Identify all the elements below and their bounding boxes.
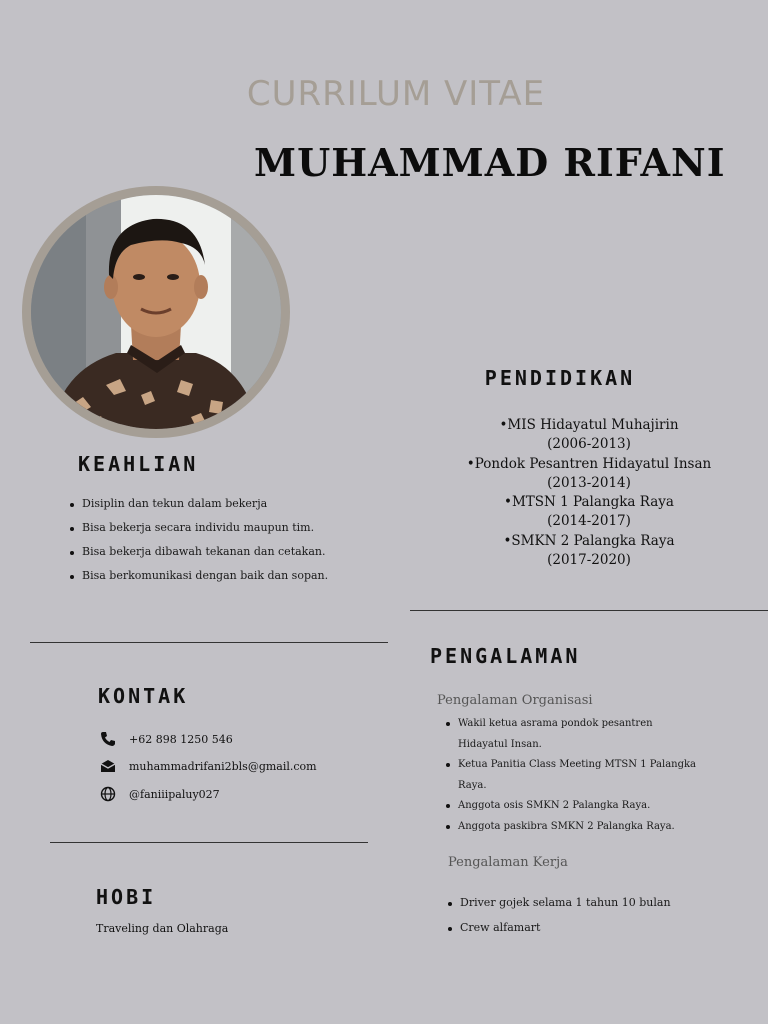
phone-icon [100,731,120,747]
hobby-heading: HOBI [96,885,157,909]
list-item: •MTSN 1 Palangka Raya [504,494,674,511]
list-item: (2006-2013) [547,436,631,453]
org-experience-list [444,714,696,837]
social-handle: @faniiipaluy027 [129,787,220,801]
list-item: Bisa berkomunikasi dengan baik dan sopan. [68,569,328,593]
list-item: (2014-2017) [547,513,631,530]
document-title: CURRILUM VITAE [246,74,546,114]
skills-list [68,497,328,593]
list-item: Crew alfamart [446,921,671,946]
list-item: Bisa bekerja secara individu maupun tim. [68,521,328,545]
list-item: Disiplin dan tekun dalam bekerja [68,497,328,521]
mail-icon [100,759,120,773]
skills-heading: KEAHLIAN [78,452,199,476]
list-item: Ketua Panitia Class Meeting MTSN 1 Palangka Raya. [444,755,696,796]
list-item: •Pondok Pesantren Hidayatul Insan [466,455,712,472]
contact-social [100,784,220,804]
profile-photo [31,195,281,429]
person-name: MUHAMMAD RIFANI [254,140,726,185]
list-item: Bisa bekerja dibawah tekanan dan cetakan. [68,545,328,569]
list-item: Anggota osis SMKN 2 Palangka Raya. [444,796,696,817]
education-heading: PENDIDIKAN [484,366,636,390]
list-item: Wakil ketua asrama pondok pesantren Hidayatul Insan. [444,714,696,755]
list-item: (2013-2014) [547,474,631,491]
globe-icon [100,786,120,802]
hobby-text: Traveling dan Olahraga [96,922,229,935]
list-item: Anggota paskibra SMKN 2 Palangka Raya. [444,817,696,838]
phone-number: +62 898 1250 546 [129,732,233,746]
contact-heading: KONTAK [98,684,189,708]
list-item: •SMKN 2 Palangka Raya [503,532,675,549]
email-address: muhammadrifani2bls@gmail.com [129,759,317,773]
work-experience-heading: Pengalaman Kerja [448,855,568,870]
education-list [410,416,768,570]
work-experience-list [446,896,671,946]
list-item: (2017-2020) [547,552,631,569]
experience-heading: PENGALAMAN [430,644,581,668]
divider [410,610,768,611]
contact-phone [100,729,233,749]
org-experience-heading: Pengalaman Organisasi [437,693,593,708]
divider [30,642,388,643]
list-item: Driver gojek selama 1 tahun 10 bulan [446,896,671,921]
list-item: •MIS Hidayatul Muhajirin [499,417,679,433]
divider [50,842,368,843]
contact-email [100,756,317,776]
